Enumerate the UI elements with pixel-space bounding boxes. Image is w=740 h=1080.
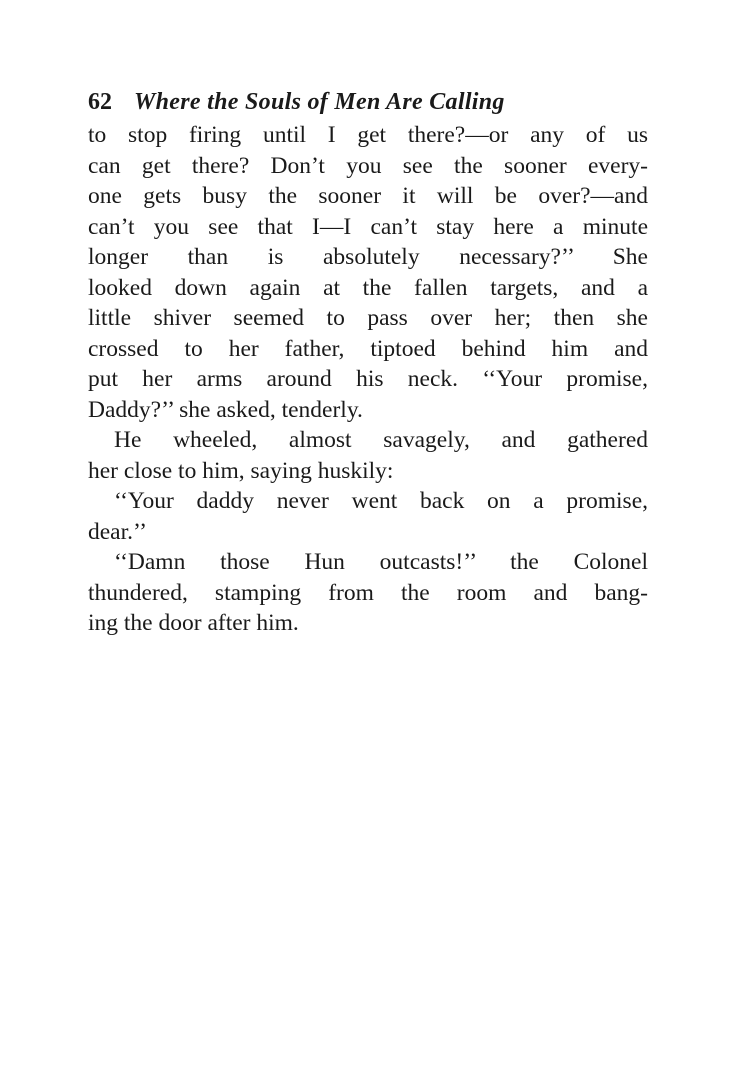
text-line: thundered, stamping from the room and bang- xyxy=(88,579,648,606)
text-line: ‘‘Damn those Hun outcasts!’’ the Colonel xyxy=(114,549,648,575)
running-header xyxy=(88,84,648,120)
body-text xyxy=(88,120,648,639)
book-page xyxy=(88,84,648,639)
text-line: ing the door after him. xyxy=(88,610,299,636)
page-number: 62 xyxy=(88,89,112,115)
text-line: put her arms around his neck. ‘‘Your promise, xyxy=(88,366,648,392)
text-line: little shiver seemed to pass over her; then she xyxy=(88,305,648,331)
text-line: longer than is absolutely necessary?’’ She xyxy=(88,244,648,270)
text-line: ‘‘Your daddy never went back on a promise, xyxy=(114,488,648,514)
text-line: dear.’’ xyxy=(88,518,147,545)
text-line: can’t you see that I—I can’t stay here a minute xyxy=(88,213,648,240)
text-line: to stop firing until I get there?—or any of us xyxy=(88,122,648,148)
text-line: one gets busy the sooner it will be over?—and xyxy=(88,183,648,209)
text-line: Daddy?’’ she asked, tenderly. xyxy=(88,396,363,423)
text-line: looked down again at the fallen targets, and a xyxy=(88,274,648,301)
running-title: Where the Souls of Men Are Calling xyxy=(134,89,505,115)
text-line: crossed to her father, tiptoed behind him and xyxy=(88,335,648,362)
text-line: her close to him, saying huskily: xyxy=(88,457,394,484)
text-line: He wheeled, almost savagely, and gathered xyxy=(114,427,648,453)
text-line: can get there? Don’t you see the sooner every- xyxy=(88,152,648,179)
